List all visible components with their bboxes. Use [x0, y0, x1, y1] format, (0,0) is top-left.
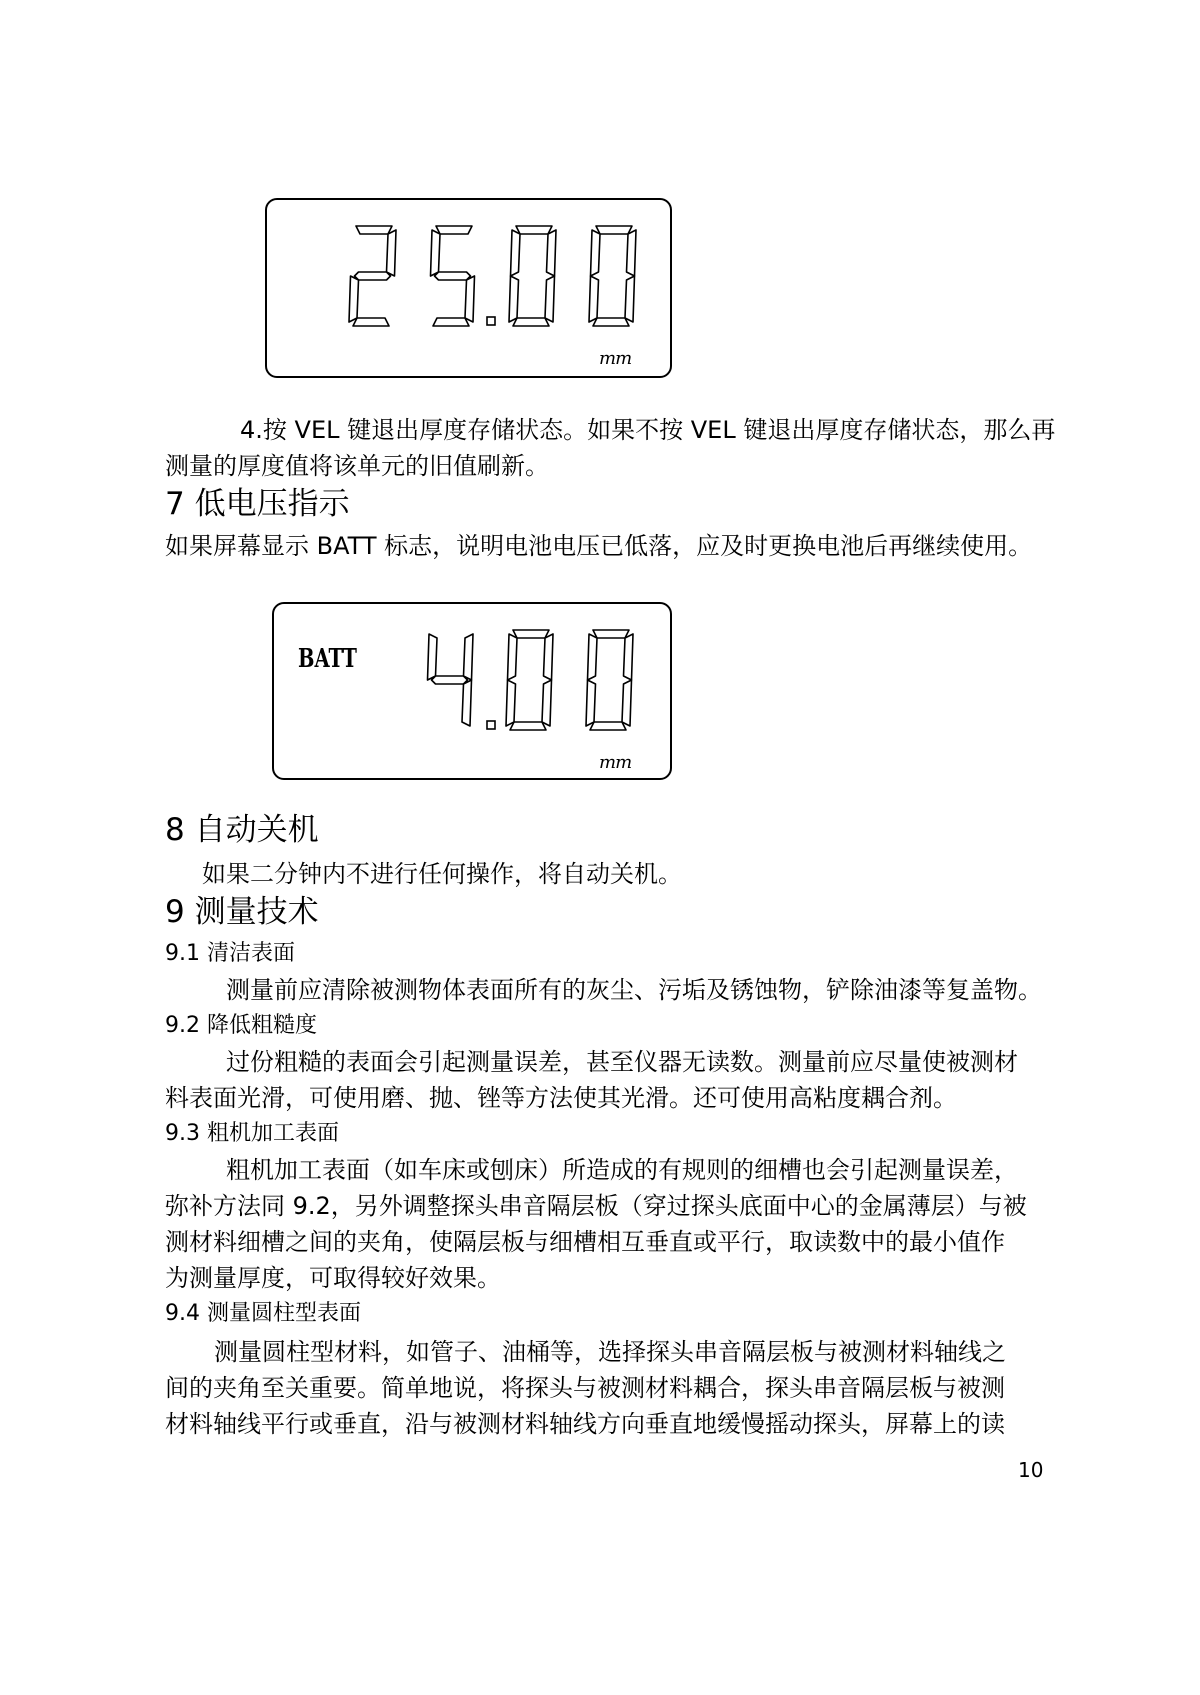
lcd-segment-g	[432, 676, 468, 684]
lcd-segment-f	[591, 230, 601, 276]
lcd-segment-a	[356, 226, 392, 234]
lcd-segment-c	[462, 680, 472, 726]
lcd-segment-f	[508, 634, 518, 680]
lcd-segment-d	[513, 318, 549, 326]
lcd-segment-f	[431, 230, 441, 276]
lcd-segment-c	[622, 680, 632, 726]
lcd-segment-a	[593, 630, 629, 638]
lcd-segment-d	[433, 318, 469, 326]
lcd-decimal-point	[487, 317, 495, 325]
lcd-segment-d	[590, 722, 626, 730]
lcd-segment-f	[511, 230, 521, 276]
lcd-segment-c	[542, 680, 552, 726]
paragraph-9-3-line-2: 弥补方法同 9.2，另外调整探头串音隔层板（穿过探头底面中心的金属薄层）与被	[165, 1192, 1027, 1220]
lcd-segment-a	[513, 630, 549, 638]
paragraph-9-4-line-1: 测量圆柱型材料，如管子、油桶等，选择探头串音隔层板与被测材料轴线之	[214, 1338, 1006, 1366]
lcd-digit-2	[509, 226, 556, 326]
lcd-display-thickness	[265, 198, 672, 378]
heading-8: 8 自动关机	[165, 812, 319, 848]
lcd-segment-d	[593, 318, 629, 326]
heading-9-3: 9.3 粗机加工表面	[165, 1121, 339, 1146]
lcd-segment-e	[349, 276, 359, 322]
heading-7: 7 低电压指示	[165, 486, 350, 522]
lcd-segment-g	[435, 272, 471, 280]
page-number: 10	[1018, 1458, 1044, 1482]
unit-label: mm	[599, 752, 632, 773]
lcd-digit-1	[428, 634, 474, 726]
lcd-segment-e	[589, 276, 599, 322]
lcd-segment-b	[387, 230, 397, 276]
lcd-segment-f	[428, 634, 438, 680]
lcd-digit-2	[506, 630, 553, 730]
heading-9-1: 9.1 清洁表面	[165, 941, 295, 966]
lcd-segment-g	[355, 272, 391, 280]
paragraph-9-4-line-2: 间的夹角至关重要。简单地说，将探头与被测材料耦合，探头串音隔层板与被测	[165, 1374, 1005, 1402]
lcd-segment-a	[516, 226, 552, 234]
lcd-segment-e	[509, 276, 519, 322]
lcd-segment-b	[547, 230, 557, 276]
lcd-segment-d	[510, 722, 546, 730]
lcd-segment-b	[624, 634, 634, 680]
lcd-segment-f	[588, 634, 598, 680]
lcd-segment-e	[506, 680, 516, 726]
paragraph-9-1: 测量前应清除被测物体表面所有的灰尘、污垢及锈蚀物，铲除油漆等复盖物。	[226, 976, 1042, 1004]
lcd-segment-b	[544, 634, 554, 680]
paragraph-9-4-line-3: 材料轴线平行或垂直，沿与被测材料轴线方向垂直地缓慢摇动探头，屏幕上的读	[165, 1410, 1005, 1438]
lcd-segment-b	[627, 230, 637, 276]
lcd-segment-d	[353, 318, 389, 326]
lcd-segment-c	[625, 276, 635, 322]
lcd-decimal-point	[487, 721, 495, 729]
paragraph-9-2-line-2: 料表面光滑，可使用磨、抛、锉等方法使其光滑。还可使用高粘度耦合剂。	[165, 1084, 957, 1112]
lcd-segment-b	[464, 634, 474, 680]
paragraph-4-line-1: 4.按 VEL 键退出厚度存储状态。如果不按 VEL 键退出厚度存储状态，那么再	[240, 416, 1056, 444]
heading-9: 9 测量技术	[165, 894, 319, 930]
paragraph-9-2-line-1: 过份粗糙的表面会引起测量误差，甚至仪器无读数。测量前应尽量使被测材	[226, 1048, 1018, 1076]
lcd-digit-0	[349, 226, 396, 326]
lcd-digit-1	[431, 226, 475, 326]
lcd-digit-3	[589, 226, 636, 326]
batt-indicator: BATT	[298, 644, 357, 674]
paragraph-8: 如果二分钟内不进行任何操作，将自动关机。	[202, 860, 682, 888]
lcd-segment-a	[596, 226, 632, 234]
lcd-segment-c	[465, 276, 475, 322]
paragraph-9-3-line-1: 粗机加工表面（如车床或刨床）所造成的有规则的细槽也会引起测量误差，	[226, 1156, 1018, 1184]
lcd-display-battery	[272, 602, 672, 780]
lcd-segment-e	[586, 680, 596, 726]
heading-9-4: 9.4 测量圆柱型表面	[165, 1301, 361, 1326]
unit-label: mm	[599, 348, 632, 369]
lcd-segment-c	[545, 276, 555, 322]
paragraph-4-line-2: 测量的厚度值将该单元的旧值刷新。	[165, 452, 549, 480]
paragraph-9-3-line-3: 测材料细槽之间的夹角，使隔层板与细槽相互垂直或平行，取读数中的最小值作	[165, 1228, 1005, 1256]
paragraph-9-3-line-4: 为测量厚度，可取得较好效果。	[165, 1264, 501, 1292]
lcd-segment-a	[436, 226, 472, 234]
lcd-digit-3	[586, 630, 633, 730]
heading-9-2: 9.2 降低粗糙度	[165, 1013, 317, 1038]
paragraph-7: 如果屏幕显示 BATT 标志，说明电池电压已低落，应及时更换电池后再继续使用。	[165, 532, 1033, 560]
